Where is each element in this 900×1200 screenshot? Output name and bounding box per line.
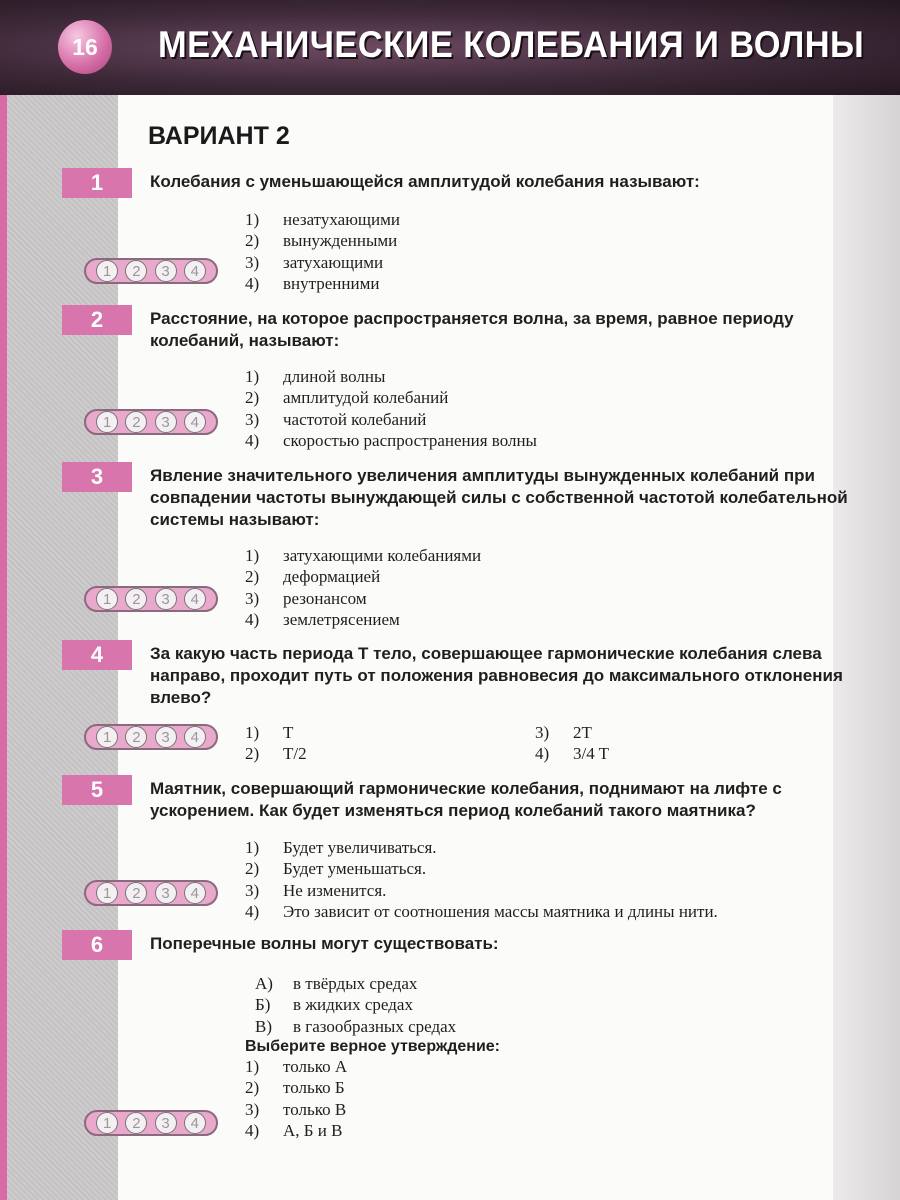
option-number: 4) bbox=[245, 273, 260, 293]
option-text: 3/4 T bbox=[573, 744, 610, 764]
answer-choice-circle-4[interactable]: 4 bbox=[184, 726, 206, 748]
option-text: внутренними bbox=[283, 273, 380, 293]
page-number-badge: 16 bbox=[58, 20, 112, 74]
option-number: 1) bbox=[245, 723, 260, 742]
option-text: Будет увеличиваться. bbox=[283, 838, 437, 857]
question-number-tab: 4 bbox=[62, 640, 132, 670]
option-number: 1) bbox=[245, 546, 260, 565]
option-number: 4) bbox=[535, 744, 550, 764]
answer-choice-circle-4[interactable]: 4 bbox=[184, 1112, 206, 1134]
answer-option bbox=[245, 588, 481, 609]
answer-choice-circle-2[interactable]: 2 bbox=[125, 411, 147, 433]
chapter-header bbox=[0, 0, 900, 95]
answer-choice-circle-1[interactable]: 1 bbox=[96, 588, 118, 610]
answer-option bbox=[535, 743, 609, 764]
option-number: 3) bbox=[245, 880, 260, 900]
answer-option bbox=[245, 1077, 347, 1098]
answer-option bbox=[255, 973, 456, 994]
option-text: 2T bbox=[573, 723, 592, 742]
question-text: Явление значительного увеличения амплитуды вынужденных колебаний при совпадении частоты вынуждающей силы с собственной частотой колебательной системы называют: bbox=[150, 466, 848, 529]
question-text: Маятник, совершающий гармонические колебания, поднимают на лифте с ускорением. Как будет изменяться период колебаний такого маятника? bbox=[150, 779, 782, 820]
question-text: Колебания с уменьшающейся амплитудой колебания называют: bbox=[150, 172, 700, 191]
option-number: 2) bbox=[245, 567, 260, 587]
question-text: Поперечные волны могут существовать: bbox=[150, 934, 499, 953]
answer-choice-circle-1[interactable]: 1 bbox=[96, 882, 118, 904]
options-list bbox=[245, 722, 307, 765]
answer-option bbox=[245, 409, 537, 430]
answer-choice-circle-2[interactable]: 2 bbox=[125, 726, 147, 748]
option-text: в жидких средах bbox=[293, 995, 413, 1015]
answer-option bbox=[245, 1120, 347, 1141]
option-text: незатухающими bbox=[283, 210, 400, 229]
option-number: 2) bbox=[245, 231, 260, 251]
answer-option bbox=[255, 994, 456, 1015]
option-text: T/2 bbox=[283, 744, 307, 764]
answer-choice-selector bbox=[84, 586, 218, 612]
options-list bbox=[245, 366, 537, 451]
option-text: скоростью распространения волны bbox=[283, 430, 537, 450]
answer-choice-selector bbox=[84, 724, 218, 750]
option-number: 3) bbox=[245, 252, 260, 272]
options-list bbox=[245, 837, 718, 922]
answer-choice-circle-2[interactable]: 2 bbox=[125, 882, 147, 904]
options-list bbox=[255, 973, 456, 1037]
question-text: За какую часть периода T тело, совершающее гармонические колебания слева направо, проходит путь от положения равновесия до максимального отклонения влево? bbox=[150, 644, 843, 707]
option-number: 1) bbox=[245, 1057, 260, 1076]
answer-choice-circle-2[interactable]: 2 bbox=[125, 1112, 147, 1134]
option-text: Это зависит от соотношения массы маятника и длины нити. bbox=[283, 901, 718, 921]
question-number-tab: 3 bbox=[62, 462, 132, 492]
option-number: 1) bbox=[245, 210, 260, 229]
option-text: затухающими колебаниями bbox=[283, 546, 482, 565]
answer-choice-circle-3[interactable]: 3 bbox=[155, 726, 177, 748]
answer-option bbox=[245, 858, 718, 879]
option-number: 3) bbox=[245, 409, 260, 429]
option-text: вынужденными bbox=[283, 231, 398, 251]
answer-choice-selector bbox=[84, 1110, 218, 1136]
option-number: 2) bbox=[245, 859, 260, 879]
option-text: в твёрдых средах bbox=[293, 974, 418, 993]
option-number: В) bbox=[255, 1016, 272, 1036]
answer-option bbox=[255, 1016, 456, 1037]
answer-choice-circle-3[interactable]: 3 bbox=[155, 882, 177, 904]
option-text: только Б bbox=[283, 1078, 345, 1098]
question-number-tab: 1 bbox=[62, 168, 132, 198]
answer-option bbox=[245, 880, 718, 901]
answer-option bbox=[535, 722, 609, 743]
answer-choice-circle-1[interactable]: 1 bbox=[96, 1112, 118, 1134]
answer-choice-circle-1[interactable]: 1 bbox=[96, 260, 118, 282]
answer-choice-circle-3[interactable]: 3 bbox=[155, 411, 177, 433]
answer-choice-selector bbox=[84, 880, 218, 906]
option-text: только В bbox=[283, 1099, 347, 1119]
option-text: T bbox=[283, 723, 294, 742]
answer-option bbox=[245, 209, 400, 230]
answer-option bbox=[245, 230, 400, 251]
option-text: деформацией bbox=[283, 567, 381, 587]
variant-heading: ВАРИАНТ 2 bbox=[148, 122, 290, 150]
answer-choice-circle-3[interactable]: 3 bbox=[155, 1112, 177, 1134]
option-number: Б) bbox=[255, 995, 271, 1015]
answer-choice-circle-3[interactable]: 3 bbox=[155, 260, 177, 282]
option-text: резонансом bbox=[283, 588, 367, 608]
answer-choice-circle-4[interactable]: 4 bbox=[184, 588, 206, 610]
answer-option bbox=[245, 901, 718, 922]
answer-choice-circle-2[interactable]: 2 bbox=[125, 260, 147, 282]
answer-option bbox=[245, 430, 537, 451]
answer-option bbox=[245, 1056, 347, 1077]
option-number: 1) bbox=[245, 838, 260, 857]
option-number: 1) bbox=[245, 367, 260, 386]
answer-choice-circle-4[interactable]: 4 bbox=[184, 882, 206, 904]
left-color-strip bbox=[0, 95, 7, 1200]
answer-option bbox=[245, 545, 481, 566]
answer-option bbox=[245, 837, 718, 858]
option-number: 3) bbox=[245, 588, 260, 608]
answer-option bbox=[245, 743, 307, 764]
option-text: только А bbox=[283, 1057, 348, 1076]
options-list bbox=[245, 1056, 347, 1141]
question-text: Расстояние, на которое распространяется волна, за время, равное периоду колебаний, называют: bbox=[150, 309, 794, 350]
answer-choice-circle-3[interactable]: 3 bbox=[155, 588, 177, 610]
answer-option bbox=[245, 252, 400, 273]
instruction-prompt: Выберите верное утверждение: bbox=[245, 1038, 501, 1055]
option-text: в газообразных средах bbox=[293, 1016, 457, 1036]
option-number: 4) bbox=[245, 430, 260, 450]
options-list bbox=[245, 545, 481, 630]
option-text: Будет уменьшаться. bbox=[283, 859, 427, 879]
answer-option bbox=[245, 366, 537, 387]
option-number: А) bbox=[255, 974, 273, 993]
answer-choice-selector bbox=[84, 409, 218, 435]
question-number-tab: 6 bbox=[62, 930, 132, 960]
question-number-tab: 5 bbox=[62, 775, 132, 805]
option-number: 2) bbox=[245, 1078, 260, 1098]
answer-option bbox=[245, 566, 481, 587]
chapter-title: МЕХАНИЧЕСКИЕ КОЛЕБАНИЯ И ВОЛНЫ bbox=[158, 24, 865, 65]
options-list bbox=[535, 722, 609, 765]
answer-choice-selector bbox=[84, 258, 218, 284]
option-text: частотой колебаний bbox=[283, 409, 427, 429]
option-text: затухающими bbox=[283, 252, 384, 272]
option-text: длиной волны bbox=[283, 367, 386, 386]
option-number: 4) bbox=[245, 1120, 260, 1140]
answer-choice-circle-2[interactable]: 2 bbox=[125, 588, 147, 610]
option-number: 3) bbox=[535, 723, 550, 742]
answer-option bbox=[245, 722, 307, 743]
option-number: 4) bbox=[245, 901, 260, 921]
option-number: 4) bbox=[245, 609, 260, 629]
options-list bbox=[245, 209, 400, 294]
option-text: амплитудой колебаний bbox=[283, 388, 449, 408]
option-number: 3) bbox=[245, 1099, 260, 1119]
answer-choice-circle-1[interactable]: 1 bbox=[96, 411, 118, 433]
answer-option bbox=[245, 609, 481, 630]
answer-choice-circle-1[interactable]: 1 bbox=[96, 726, 118, 748]
option-number: 2) bbox=[245, 744, 260, 764]
answer-option bbox=[245, 273, 400, 294]
option-text: А, Б и В bbox=[283, 1120, 343, 1140]
answer-option bbox=[245, 1099, 347, 1120]
option-text: землетрясением bbox=[283, 609, 400, 629]
answer-choice-circle-4[interactable]: 4 bbox=[184, 260, 206, 282]
answer-option bbox=[245, 387, 537, 408]
answer-choice-circle-4[interactable]: 4 bbox=[184, 411, 206, 433]
question-number-tab: 2 bbox=[62, 305, 132, 335]
option-text: Не изменится. bbox=[283, 880, 387, 900]
option-number: 2) bbox=[245, 388, 260, 408]
